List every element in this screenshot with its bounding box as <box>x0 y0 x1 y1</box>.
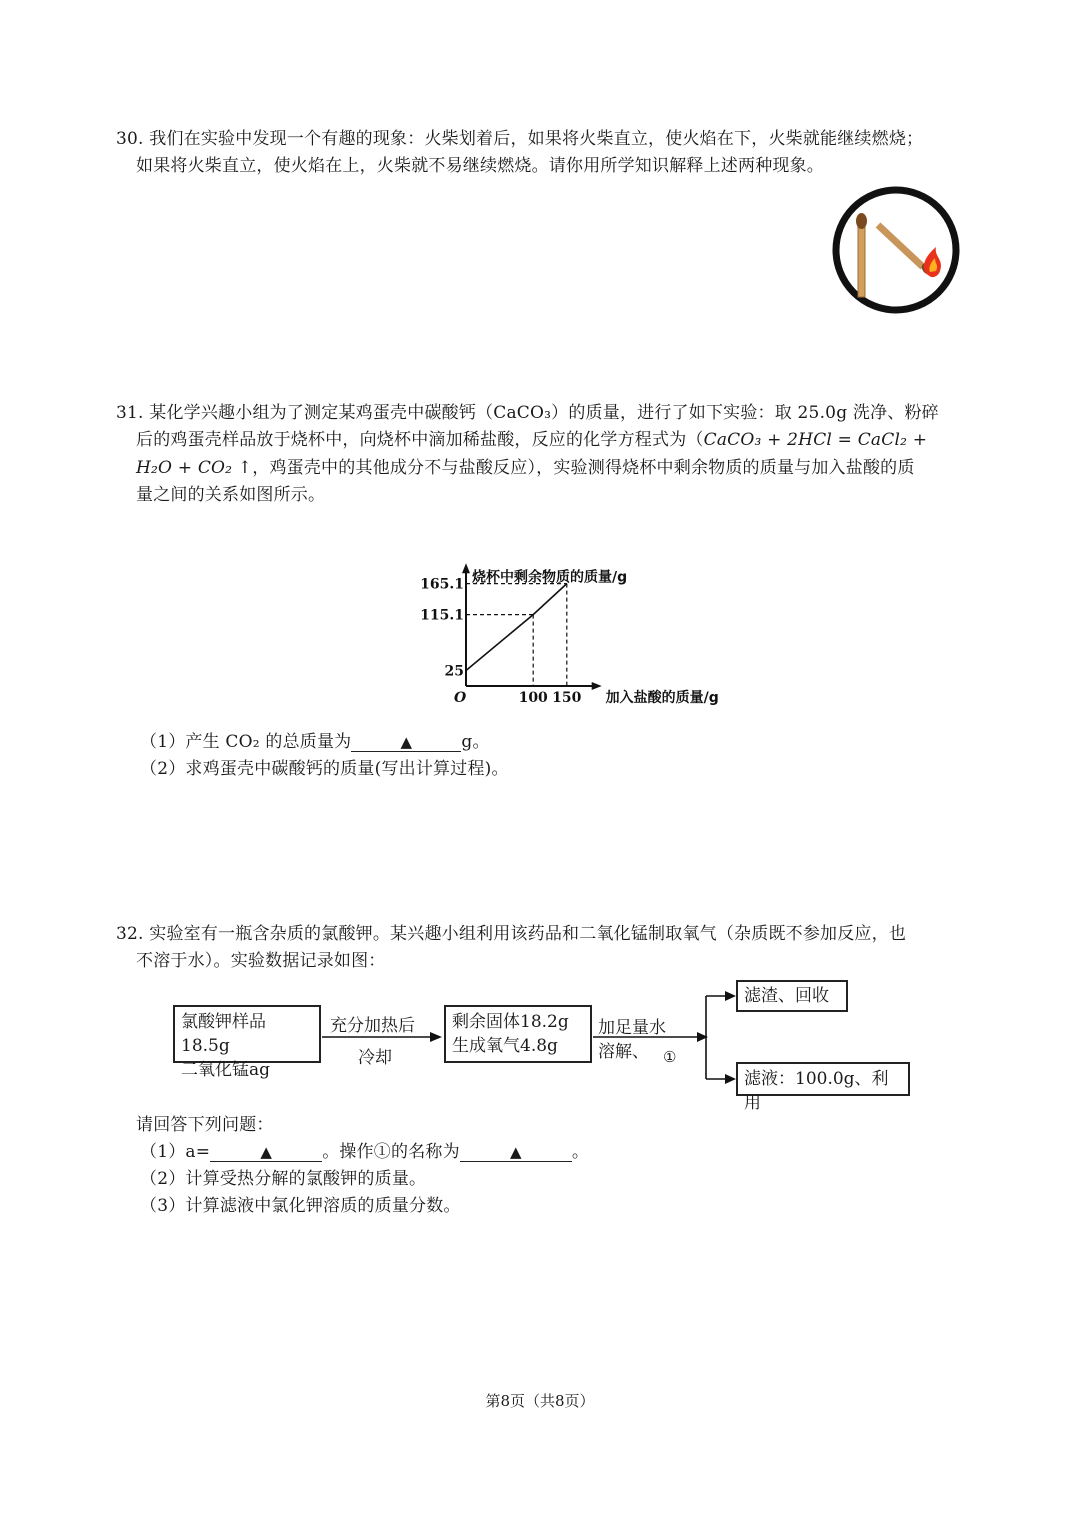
q32-sub1-operation-answer-blank[interactable] <box>460 1143 572 1162</box>
q32-sub1-a-answer-blank[interactable] <box>210 1143 322 1162</box>
triangle-mark-icon: ▲ <box>509 1143 522 1161</box>
q31-sub1 <box>140 727 490 752</box>
matches-illustration <box>828 185 968 320</box>
heat-step-label: 充分加热后 <box>330 1016 415 1036</box>
filter-residue-box <box>736 980 848 1012</box>
dissolve-label: 溶解、 <box>598 1042 649 1062</box>
y-tick-label: 165.1 <box>420 576 464 593</box>
filtrate-box <box>736 1062 910 1113</box>
data-line <box>466 584 567 671</box>
q31-line1: 31. 某化学兴趣小组为了测定某鸡蛋壳中碳酸钙（CaCO₃）的质量，进行了如下实验：取 25.0g 洗净、粉碎 <box>116 403 939 423</box>
q31-equation-part1: CaCO₃ + 2HCl = CaCl₂ + <box>703 430 928 450</box>
sample-box-line2: 二氧化锰ag <box>181 1060 271 1080</box>
mass-chart <box>400 510 740 715</box>
q30-line1: 30. 我们在实验中发现一个有趣的现象：火柴划着后，如果将火柴直立，使火焰在下，火柴就能继续燃烧； <box>116 129 924 149</box>
q31-line2-text: 后的鸡蛋壳样品放于烧杯中，向烧杯中滴加稀盐酸，反应的化学方程式为（ <box>136 430 704 450</box>
x-tick-label: 100 <box>518 690 548 706</box>
q31-line4: 量之间的关系如图所示。 <box>136 485 326 505</box>
operation-1-mark: ① <box>663 1048 677 1066</box>
residue-box-line2: 生成氧气4.8g <box>452 1036 558 1056</box>
sample-box-line1: 氯酸钾样品18.5g <box>181 1012 266 1056</box>
guide-lines <box>466 584 567 686</box>
q32-sub2: （2）计算受热分解的氯酸钾的质量。 <box>140 1169 427 1189</box>
q31-sub2: （2）求鸡蛋壳中碳酸钙的质量(写出计算过程)。 <box>140 759 509 779</box>
q32-line2: 不溶于水）。实验数据记录如图： <box>136 951 386 971</box>
cool-step-label: 冷却 <box>358 1048 392 1068</box>
y-tick-label: 115.1 <box>420 607 464 624</box>
q32-sub3: （3）计算滤液中氯化钾溶质的质量分数。 <box>140 1196 461 1216</box>
q31-sub1-prefix: （1）产生 CO₂ 的总质量为 <box>140 732 352 752</box>
x-axis-label: 加入盐酸的质量/g <box>605 690 719 706</box>
q32-sub1-b: 。操作①的名称为 <box>322 1142 460 1162</box>
y-axis-label: 烧杯中剩余物质的质量/g <box>472 569 628 586</box>
upright-match-icon <box>856 213 867 297</box>
q31-line2 <box>136 425 927 450</box>
x-tick-label: 150 <box>552 690 582 706</box>
q32-sub1-c: 。 <box>571 1142 590 1162</box>
q31-equation-part2: H₂O + CO₂ ↑ <box>136 458 253 478</box>
illustration-circle-border <box>836 190 956 310</box>
y-axis-arrow <box>462 563 470 573</box>
filter-residue-label: 滤渣、回收 <box>744 986 829 1006</box>
origin-label: O <box>454 690 467 706</box>
q32-intro: 请回答下列问题： <box>136 1115 274 1135</box>
sample-box <box>173 1005 321 1080</box>
residue-box <box>444 1005 592 1063</box>
q31-sub1-suffix: g。 <box>461 732 490 752</box>
triangle-mark-icon: ▲ <box>260 1143 273 1161</box>
q31-line3 <box>136 453 915 478</box>
filtrate-label: 滤液：100.0g、利用 <box>744 1069 889 1113</box>
triangle-mark-icon: ▲ <box>400 733 413 751</box>
add-water-label: 加足量水 <box>598 1018 666 1038</box>
y-tick-label: 25 <box>444 663 464 680</box>
x-axis-arrow <box>592 682 602 690</box>
residue-box-line1: 剩余固体18.2g <box>452 1012 569 1032</box>
page-footer: 第8页（共8页） <box>485 1392 595 1410</box>
q32-sub1 <box>140 1137 589 1162</box>
tilted-burning-match-icon <box>878 225 941 277</box>
q31-sub1-answer-blank[interactable] <box>351 733 461 752</box>
q32-line1: 32. 实验室有一瓶含杂质的氯酸钾。某兴趣小组利用该药品和二氧化锰制取氧气（杂质既不参加反应，也 <box>116 924 907 944</box>
q31-line3-text: ，鸡蛋壳中的其他成分不与盐酸反应），实验测得烧杯中剩余物质的质量与加入盐酸的质 <box>252 458 915 478</box>
q30-line2: 如果将火柴直立，使火焰在上，火柴就不易继续燃烧。请你用所学知识解释上述两种现象。 <box>136 156 824 176</box>
q32-sub1-a: （1）a= <box>140 1142 211 1162</box>
